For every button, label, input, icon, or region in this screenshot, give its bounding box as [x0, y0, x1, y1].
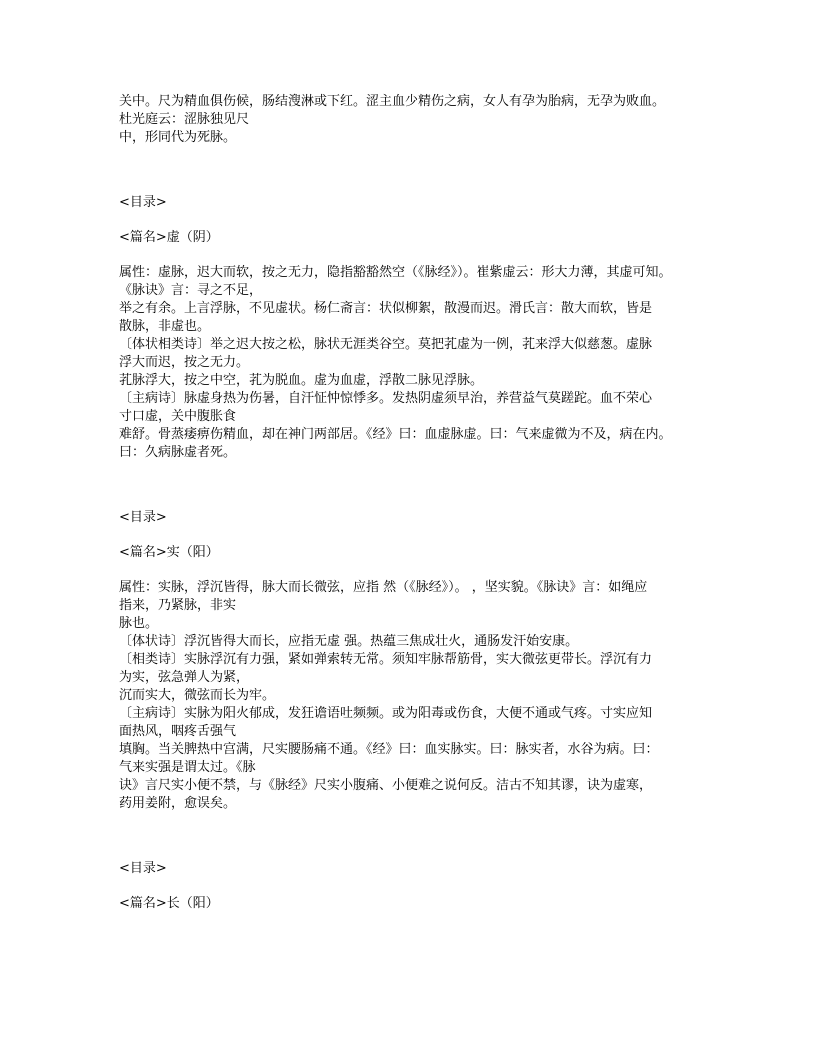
section-body-shi [119, 579, 705, 813]
text-line: 属性：虚脉，迟大而软，按之无力，隐指豁豁然空（《脉经》）。崔紫虚云：形大力薄，其虚可知。 [119, 265, 672, 280]
text-line: 寸口虚，关中腹胀食 [119, 409, 237, 424]
text-line: 沉而实大，微弦而长为牢。 [119, 688, 276, 703]
text-line: 关中。尺为精血俱伤候，肠结溲淋或下红。涩主血少精伤之病，女人有孕为胎病，无孕为败血。 [119, 94, 666, 109]
text-line: 〔主病诗〕脉虚身热为伤暑，自汗怔忡惊悸多。发热阴虚须早治，养营益气莫蹉跎。血不荣心 [119, 391, 653, 406]
paragraph-se-ending [119, 93, 705, 147]
section-title-xu: <篇名>虚（阴） [119, 230, 219, 245]
text-line: 杜光庭云：涩脉独见尺 [119, 112, 250, 127]
text-line: 《脉诀》言：寻之不足， [119, 283, 263, 298]
text-line: 属性：实脉，浮沉皆得，脉大而长微弦，应指 然（《脉经》）。 ，坚实貌。《脉诀》言：如绳应 [119, 580, 648, 595]
text-line: 面热风，咽疼舌强气 [119, 724, 237, 739]
text-line: 〔体状相类诗〕举之迟大按之松，脉状无涯类谷空。莫把芤虚为一例，芤来浮大似慈葱。虚脉 [119, 337, 653, 352]
toc-link[interactable]: <目录> [119, 510, 167, 525]
text-line: 散脉，非虚也。 [119, 319, 211, 334]
text-line: 中，形同代为死脉。 [119, 130, 237, 145]
toc-link[interactable]: <目录> [119, 861, 167, 876]
text-line: 为实，弦急弹人为紧， [119, 670, 250, 685]
toc-link[interactable]: <目录> [119, 195, 167, 210]
text-line: 〔体状诗〕浮沉皆得大而长，应指无虚 强。热蕴三焦成壮火，通肠发汗始安康。 [119, 634, 579, 649]
text-line: 指来，乃紧脉，非实 [119, 598, 237, 613]
text-line: 诀》言尺实小便不禁，与《脉经》尺实小腹痛、小便难之说何反。洁古不知其谬，诀为虚寒， [119, 778, 653, 793]
document-page [119, 93, 705, 913]
text-line: 举之有余。上言浮脉，不见虚状。杨仁斋言：状似柳絮，散漫而迟。滑氏言：散大而软，皆是 [119, 301, 653, 316]
text-line: 填胸。当关脾热中宫满，尺实腰肠痛不通。《经》曰：血实脉实。曰：脉实者，水谷为病。曰： [119, 742, 659, 757]
text-line: 难舒。骨蒸痿痹伤精血，却在神门两部居。《经》曰：血虚脉虚。曰：气来虚微为不及，病在内。 [119, 427, 672, 442]
text-line: 〔主病诗〕实脉为阳火郁成，发狂谵语吐频频。或为阳毒或伤食，大便不通或气疼。寸实应知 [119, 706, 653, 721]
text-line: 曰：久病脉虚者死。 [119, 445, 237, 460]
text-line: 浮大而迟，按之无力。 [119, 355, 250, 370]
section-title-chang: <篇名>长（阳） [119, 896, 219, 911]
text-line: 药用姜附，愈误矣。 [119, 796, 237, 811]
text-line: 脉也。 [119, 616, 159, 631]
text-line: 〔相类诗〕实脉浮沉有力强，紧如弹索转无常。须知牢脉帮筋骨，实大微弦更带长。浮沉有力 [119, 652, 653, 667]
text-line: 气来实强是谓太过。《脉 [119, 760, 256, 775]
text-line: 芤脉浮大，按之中空，芤为脱血。虚为血虚，浮散二脉见浮脉。 [119, 373, 484, 388]
section-body-xu [119, 264, 705, 462]
section-title-shi: <篇名>实（阳） [119, 545, 219, 560]
